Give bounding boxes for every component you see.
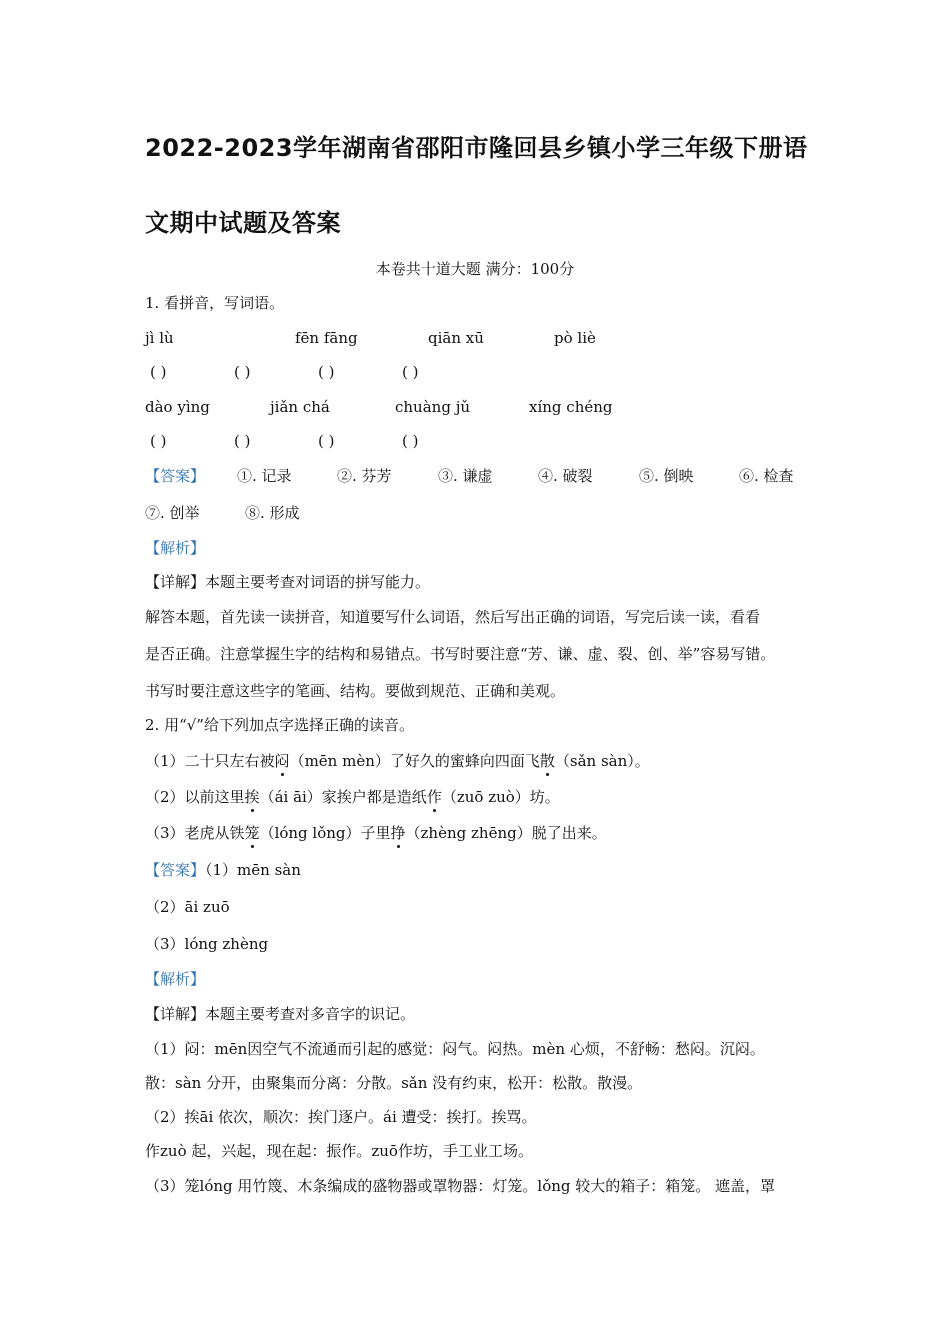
pinyin-item: dào yìng (145, 398, 210, 416)
q2-analysis-tag: 【解析】 (145, 970, 206, 988)
dotted-character: 闷 (274, 752, 290, 770)
dotted-character: 作 (426, 788, 442, 806)
sentence-text: （1）二十只左右被 (145, 752, 275, 770)
sentence-text: （3）老虎从铁 (145, 824, 245, 842)
answer-item: ⑥. 检查 (739, 467, 794, 485)
answer-blank: ( ) (234, 432, 251, 450)
answer-item: （1）mēn sàn (205, 861, 301, 879)
pinyin-item: chuàng jǔ (395, 398, 471, 416)
answer-blank: ( ) (150, 363, 167, 381)
answer-blank: ( ) (402, 363, 419, 381)
q1-detail: 【详解】本题主要考查对词语的拼写能力。 (145, 573, 431, 591)
answer-item: ⑧. 形成 (245, 504, 300, 522)
exam-subtitle: 本卷共十道大题 满分：100分 (375, 260, 575, 278)
q2-explanation: 散：sàn 分开，由聚集而分离：分散。sǎn 没有约束，松开：松散。散漫。 (145, 1074, 643, 1092)
q2-detail: 【详解】本题主要考查对多音字的识记。 (145, 1005, 416, 1023)
q2-item-3 (145, 823, 607, 843)
dotted-character: 笼 (244, 824, 260, 842)
q1-heading: 1. 看拼音，写词语。 (145, 294, 285, 312)
q1-paragraph: 书写时要注意这些字的笔画、结构。要做到规范、正确和美观。 (145, 682, 566, 700)
sentence-text: （zhèng zhēng）脱了出来。 (405, 824, 607, 842)
answer-blank: ( ) (234, 363, 251, 381)
q2-explanation: （3）笼lóng 用竹篾、木条编成的盛物器或罩物器：灯笼。lǒng 较大的箱子：箱笼。 遮盖，罩 (145, 1177, 776, 1195)
dotted-character: 挨 (244, 788, 260, 806)
q2-item-2 (145, 787, 560, 807)
q2-answer-line-2: （2）āi zuō (145, 898, 230, 916)
document-title-line-1: 2022-2023学年湖南省邵阳市隆回县乡镇小学三年级下册语 (145, 134, 808, 162)
pinyin-item: fēn fāng (295, 329, 358, 347)
answer-blank: ( ) (402, 432, 419, 450)
answer-item: ②. 芬芳 (337, 467, 392, 485)
answer-item: ⑦. 创举 (145, 504, 200, 522)
q1-analysis-tag: 【解析】 (145, 539, 206, 557)
sentence-text: （sǎn sàn）。 (554, 752, 650, 770)
q2-answer-line-3: （3）lóng zhèng (145, 935, 269, 953)
pinyin-item: pò liè (554, 329, 596, 347)
answer-item: ⑤. 倒映 (639, 467, 694, 485)
q1-paragraph: 解答本题，首先读一读拼音，知道要写什么词语，然后写出正确的词语，写完后读一读，看看 (145, 608, 761, 626)
pinyin-item: jì lù (145, 329, 174, 347)
sentence-text: （ái āi）家挨户都是造纸 (259, 788, 427, 806)
pinyin-item: xíng chéng (529, 398, 613, 416)
pinyin-item: qiān xū (428, 329, 484, 347)
answer-item: ①. 记录 (237, 467, 292, 485)
answer-tag: 【答案】 (145, 861, 206, 879)
q2-explanation: （2）挨āi 依次，顺次：挨门逐户。ái 遭受：挨打。挨骂。 (145, 1108, 537, 1126)
pinyin-item: jiǎn chá (270, 398, 330, 416)
answer-tag: 【答案】 (145, 467, 206, 485)
answer-item: ④. 破裂 (538, 467, 593, 485)
q2-explanation: 作zuò 起，兴起，现在起：振作。zuō作坊，手工业工场。 (145, 1142, 533, 1160)
sentence-text: （zuō zuò）坊。 (441, 788, 560, 806)
sentence-text: （mēn mèn）了好久的蜜蜂向四面飞 (289, 752, 540, 770)
q2-item-1 (145, 751, 650, 771)
answer-blank: ( ) (318, 432, 335, 450)
dotted-character: 挣 (390, 824, 406, 842)
answer-blank: ( ) (318, 363, 335, 381)
answer-blank: ( ) (150, 432, 167, 450)
document-title-line-2: 文期中试题及答案 (145, 209, 341, 237)
q2-answer-line-1 (145, 860, 301, 880)
sentence-text: （lóng lǒng）子里 (259, 824, 391, 842)
dotted-character: 散 (539, 752, 555, 770)
sentence-text: （2）以前这里 (145, 788, 245, 806)
answer-item: ③. 谦虚 (438, 467, 493, 485)
q2-explanation: （1）闷：mēn因空气不流通而引起的感觉：闷气。闷热。mèn 心烦，不舒畅：愁闷。沉闷。 (145, 1040, 765, 1058)
q1-paragraph: 是否正确。注意掌握生字的结构和易错点。书写时要注意“芳、谦、虚、裂、创、举”容易写错。 (145, 645, 776, 663)
q2-heading: 2. 用“√”给下列加点字选择正确的读音。 (145, 716, 414, 734)
